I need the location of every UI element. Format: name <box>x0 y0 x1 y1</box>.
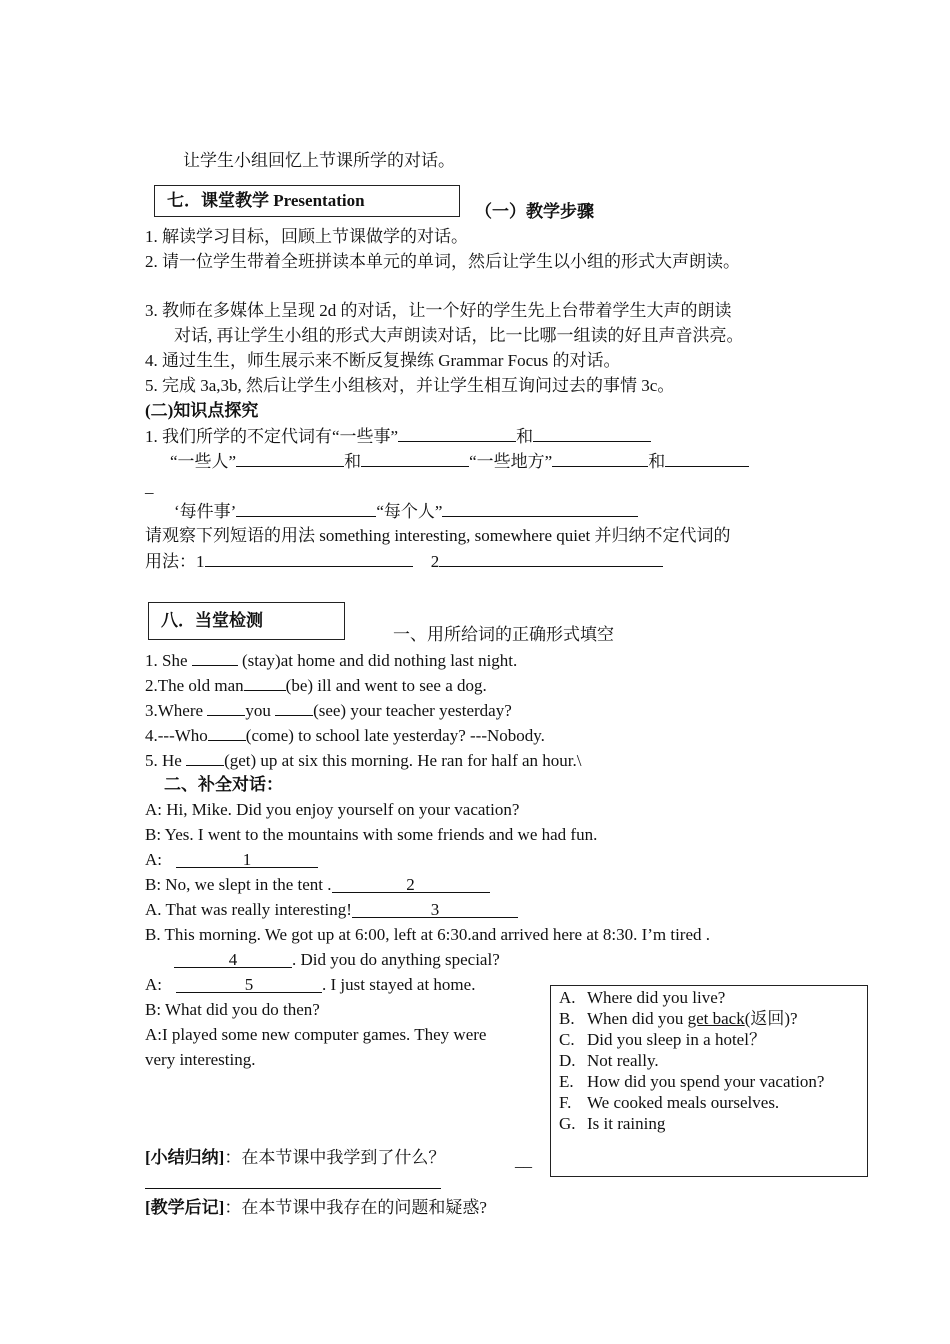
blank-q5[interactable] <box>186 749 224 766</box>
option-g <box>559 1113 665 1134</box>
blank-everything[interactable] <box>236 500 376 517</box>
part1-heading: 一、用所给词的正确形式填空 <box>393 625 614 644</box>
k1-and: 和 <box>516 427 534 446</box>
blank-dialog-1[interactable] <box>176 851 318 868</box>
reflection-text: ：在本节课中我存在的问题和疑惑? <box>224 1198 487 1217</box>
q3-text-c: (see) your teacher yesterday? <box>313 701 512 720</box>
q2-text-a: 2.The old man <box>145 676 244 695</box>
steps-heading: （一）教学步骤 <box>475 202 594 221</box>
knowledge-heading: (二)知识点探究 <box>145 401 259 420</box>
option-b-underlined: get back <box>687 1009 745 1028</box>
option-f-key: F. <box>559 1093 572 1112</box>
k5-usage-1: 用法：1 <box>145 552 205 571</box>
k2-and-2: 和 <box>648 452 666 471</box>
blank-someone-1[interactable] <box>236 450 344 467</box>
blank-q1[interactable] <box>192 649 238 666</box>
option-d <box>559 1050 659 1071</box>
dialog-line-5 <box>145 899 518 921</box>
section8-title-box <box>148 602 345 640</box>
question-3 <box>145 699 512 722</box>
dialog-line-10: A:I played some new computer games. They were <box>145 1025 487 1044</box>
k2-somewhere: “一些地方” <box>469 452 553 471</box>
blank-everyone[interactable] <box>442 500 638 517</box>
blank-usage-1[interactable] <box>205 550 413 567</box>
knowledge-line-2-tail: _ <box>145 477 154 496</box>
q3-text-a: 3.Where <box>145 701 208 720</box>
blank-number-4: 4 <box>228 950 238 969</box>
summary-label: [小结归纳] <box>145 1148 225 1167</box>
d3-speaker: A: <box>145 850 162 869</box>
blank-dialog-2[interactable] <box>332 876 490 893</box>
d4-text: B: No, we slept in the tent . <box>145 875 332 894</box>
step-2: 2. 请一位学生带着全班拼读本单元的单词，然后让学生以小组的形式大声朗读。 <box>145 252 740 271</box>
knowledge-line-4: 请观察下列短语的用法 something interesting, somewhere quiet 并归纳不定代词的 <box>145 526 731 545</box>
question-1 <box>145 649 517 672</box>
option-a <box>559 987 725 1008</box>
q1-text-a: 1. She <box>145 651 192 670</box>
step-3: 3. 教师在多媒体上呈现 2d 的对话，让一个好的学生先上台带着学生大声的朗读 <box>145 301 732 320</box>
knowledge-line-3 <box>174 500 638 523</box>
q1-text-b: (stay)at home and did nothing last night. <box>237 651 518 670</box>
question-4 <box>145 724 545 747</box>
option-e <box>559 1071 824 1092</box>
k5-usage-2: 2 <box>430 552 440 571</box>
option-b <box>559 1008 798 1029</box>
blank-q4[interactable] <box>208 724 246 741</box>
knowledge-line-5 <box>145 550 663 573</box>
blank-number-5: 5 <box>244 975 254 994</box>
d8-text: . I just stayed at home. <box>322 975 476 994</box>
blank-someone-2[interactable] <box>361 450 469 467</box>
part2-heading: 二、补全对话： <box>164 775 283 794</box>
step-3-cont: 对话, 再让学生小组的形式大声朗读对话，比一比哪一组读的好且声音洪亮。 <box>174 326 744 345</box>
d7-text: . Did you do anything special? <box>292 950 500 969</box>
k1-prefix: 1. 我们所学的不定代词有“一些事” <box>145 427 399 446</box>
blank-q2[interactable] <box>244 674 286 691</box>
option-d-key: D. <box>559 1051 576 1070</box>
option-b-key: B. <box>559 1009 575 1028</box>
section7-title: 七．课堂教学 Presentation <box>167 191 365 210</box>
k3-everyone: “每个人” <box>376 502 443 521</box>
blank-dialog-3[interactable] <box>352 901 518 918</box>
dialog-line-4 <box>145 874 490 896</box>
option-f-text: We cooked meals ourselves. <box>587 1093 780 1112</box>
dialog-line-6: B. This morning. We got up at 6:00, left at 6:30.and arrived here at 8:30. I’m tired . <box>145 925 711 944</box>
option-c <box>559 1029 766 1050</box>
option-g-text: Is it raining <box>587 1114 666 1133</box>
blank-number-2: 2 <box>406 875 415 894</box>
k2-someone: “一些人” <box>170 452 237 471</box>
reflection-line <box>145 1197 487 1219</box>
k2-and-1: 和 <box>344 452 362 471</box>
option-g-key: G. <box>559 1114 576 1133</box>
section8-title: 八．当堂检测 <box>161 611 263 630</box>
step-5: 5. 完成 3a,3b, 然后让学生小组核对，并让学生相互询问过去的事情 3c。 <box>145 376 675 395</box>
q2-text-b: (be) ill and went to see a dog. <box>285 676 487 695</box>
d5-text: A. That was really interesting! <box>145 900 352 919</box>
blank-something-1[interactable] <box>398 425 516 442</box>
option-b-text-post: (返回)? <box>744 1009 798 1028</box>
q5-text-a: 5. He <box>145 751 187 770</box>
dialog-line-8 <box>145 974 475 996</box>
q3-text-b: you <box>245 701 276 720</box>
option-d-text: Not really. <box>587 1051 659 1070</box>
summary-line <box>145 1147 445 1169</box>
summary-tail: __ <box>515 1151 532 1170</box>
blank-number-3: 3 <box>430 900 440 919</box>
blank-q3-1[interactable] <box>207 699 245 716</box>
question-5 <box>145 749 581 772</box>
reflection-label: [教学后记] <box>145 1198 225 1217</box>
option-b-text-pre: When did you <box>587 1009 688 1028</box>
dialog-line-9: B: What did you do then? <box>145 1000 320 1019</box>
q4-text-a: 4.---Who <box>145 726 208 745</box>
step-4: 4. 通过生生，师生展示来不断反复操练 Grammar Focus 的对话。 <box>145 351 621 370</box>
option-f <box>559 1092 779 1113</box>
blank-q3-2[interactable] <box>275 699 313 716</box>
knowledge-line-2 <box>170 450 749 473</box>
blank-somewhere-2[interactable] <box>665 450 749 467</box>
option-a-key: A. <box>559 988 576 1007</box>
blank-something-2[interactable] <box>533 425 651 442</box>
dialog-line-11: very interesting. <box>145 1050 256 1069</box>
option-e-key: E. <box>559 1072 574 1091</box>
d8-speaker: A: <box>145 975 162 994</box>
option-e-text: How did you spend your vacation? <box>587 1072 825 1091</box>
summary-answer-line[interactable] <box>145 1188 441 1189</box>
q5-text-b: (get) up at six this morning. He ran for half an hour.\ <box>224 751 582 770</box>
option-c-text: Did you sleep in a hotel？ <box>587 1030 766 1049</box>
blank-usage-2[interactable] <box>439 550 663 567</box>
option-a-text: Where did you live? <box>587 988 726 1007</box>
dialog-line-3 <box>145 849 318 871</box>
step-1: 1. 解读学习目标，回顾上节课做学的对话。 <box>145 227 468 246</box>
blank-dialog-5[interactable] <box>176 976 322 993</box>
q4-text-b: (come) to school late yesterday? ---Nobody. <box>245 726 545 745</box>
blank-number-1: 1 <box>242 850 252 869</box>
intro-text: 让学生小组回忆上节课所学的对话。 <box>183 151 455 170</box>
knowledge-line-1 <box>145 425 651 448</box>
k3-everything: ‘每件事’ <box>174 502 237 521</box>
blank-somewhere-1[interactable] <box>552 450 648 467</box>
summary-text: ：在本节课中我学到了什么？ <box>224 1148 446 1167</box>
dialog-line-1: A: Hi, Mike. Did you enjoy yourself on your vacation? <box>145 800 520 819</box>
section7-title-box <box>154 185 460 217</box>
dialog-line-2: B: Yes. I went to the mountains with some friends and we had fun. <box>145 825 598 844</box>
dialog-line-7 <box>174 949 500 971</box>
blank-dialog-4[interactable] <box>174 951 292 968</box>
option-c-key: C. <box>559 1030 575 1049</box>
question-2 <box>145 674 487 697</box>
